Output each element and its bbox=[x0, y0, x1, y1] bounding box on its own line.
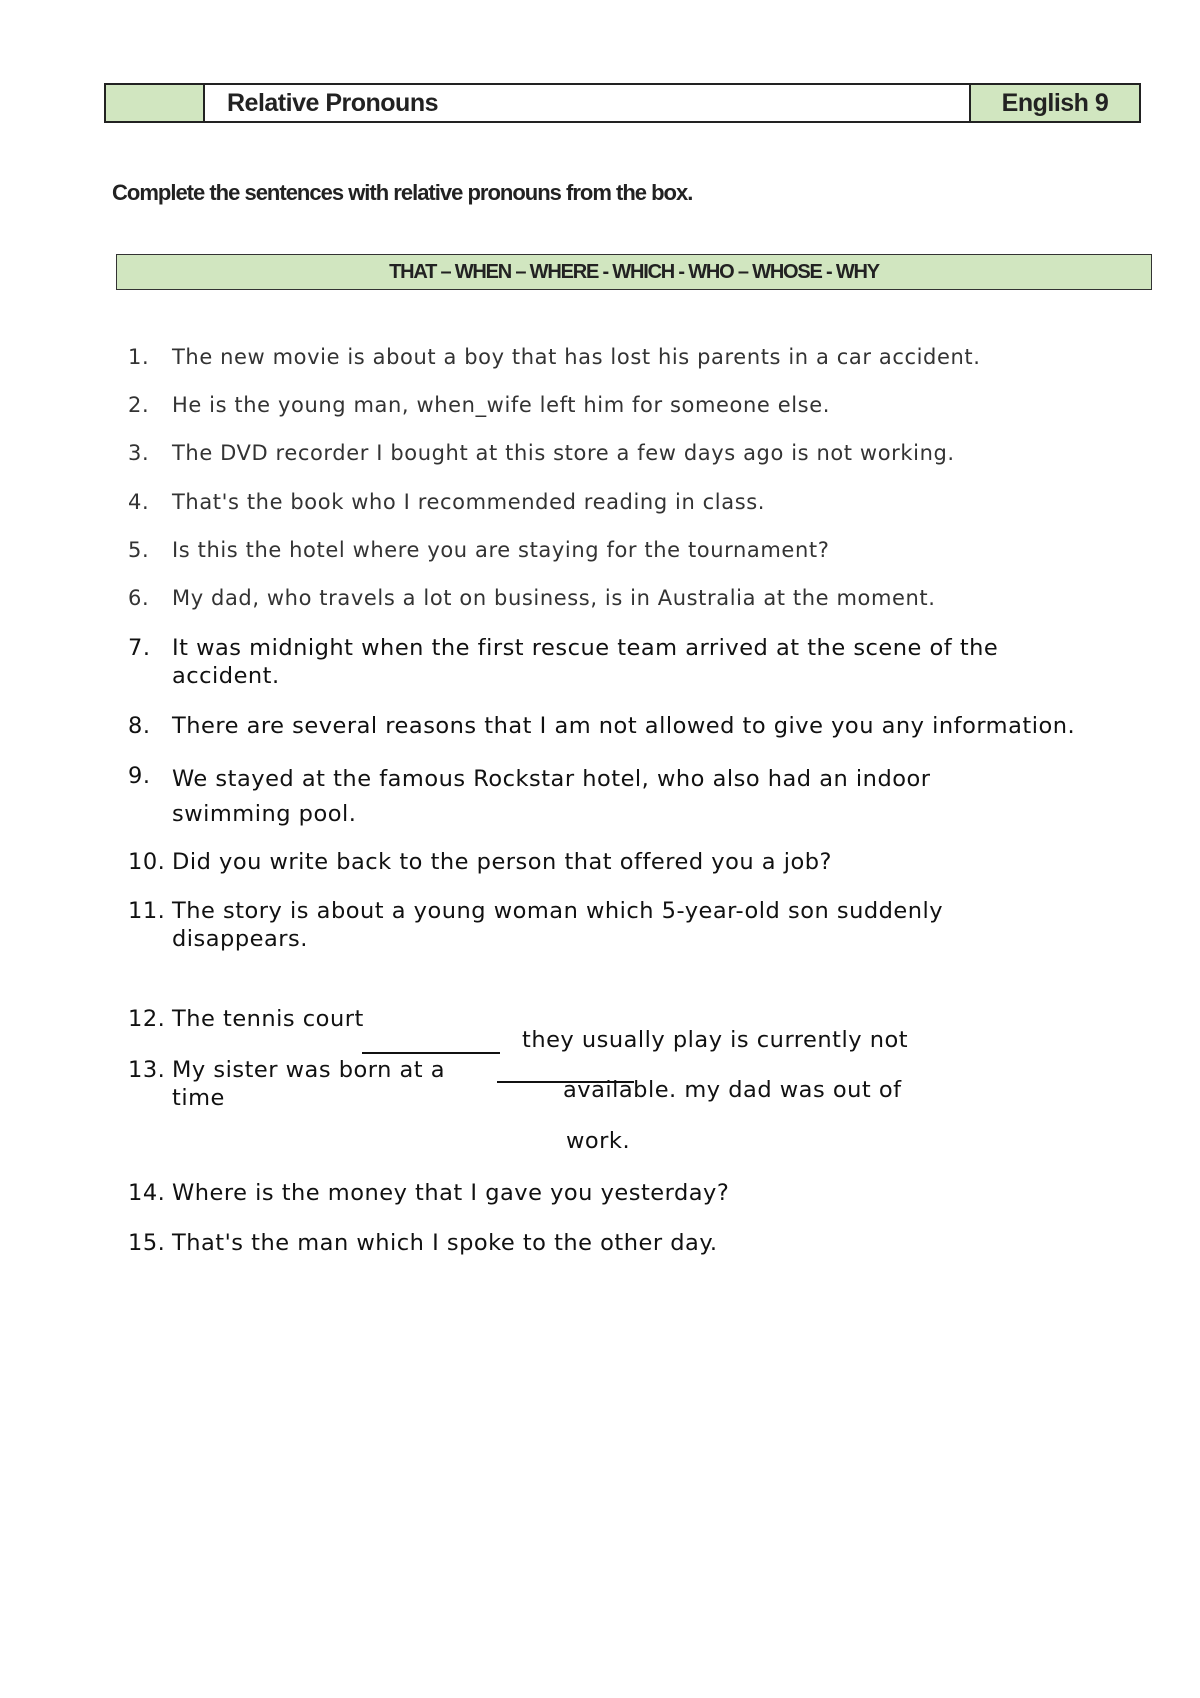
header-empty-cell bbox=[106, 85, 205, 121]
item-text: That's the man which I spoke to the other day. bbox=[172, 1230, 718, 1256]
instruction-text: Complete the sentences with relative pronouns from the box. bbox=[112, 180, 693, 205]
item-text: The DVD recorder I bought at this store a few days ago is not working. bbox=[172, 441, 955, 465]
item-number: 9. bbox=[128, 763, 151, 789]
list-item bbox=[128, 848, 832, 876]
item-number: 3. bbox=[128, 441, 150, 465]
list-item bbox=[128, 1056, 445, 1112]
word-box: THAT – WHEN – WHERE - WHICH - WHO – WHOSE - WHY bbox=[116, 254, 1152, 290]
answer-blank bbox=[362, 1052, 500, 1054]
item-text-line: disappears. bbox=[172, 926, 308, 952]
list-item bbox=[128, 343, 981, 371]
overflow-text-line: they usually play is currently not bbox=[522, 1027, 909, 1053]
item-number: 15. bbox=[128, 1230, 166, 1256]
item-text bbox=[172, 897, 943, 953]
item-number: 12. bbox=[128, 1006, 166, 1032]
item-text bbox=[172, 1056, 445, 1112]
item-text bbox=[172, 634, 998, 690]
item-text: That's the book who I recommended reading in class. bbox=[172, 490, 766, 514]
subject-label: English 9 bbox=[971, 85, 1139, 121]
list-item bbox=[128, 762, 931, 832]
item-number: 10. bbox=[128, 849, 166, 875]
list-item bbox=[128, 488, 765, 516]
overflow-text-line: available. my dad was out of bbox=[563, 1077, 902, 1103]
overflow-text-line: work. bbox=[566, 1128, 631, 1154]
list-item bbox=[128, 897, 943, 953]
item-text: The new movie is about a boy that has lost his parents in a car accident. bbox=[172, 345, 981, 369]
item-text: He is the young man, when_wife left him for someone else. bbox=[172, 393, 830, 417]
list-item bbox=[128, 584, 936, 612]
item-text: Is this the hotel where you are staying for the tournament? bbox=[172, 538, 830, 562]
list-item bbox=[128, 1005, 364, 1033]
item-number: 11. bbox=[128, 898, 166, 924]
item-text-line: We stayed at the famous Rockstar hotel, who also had an indoor bbox=[172, 766, 931, 792]
list-item bbox=[128, 1229, 718, 1257]
worksheet-title: Relative Pronouns bbox=[205, 85, 971, 121]
item-text: Did you write back to the person that offered you a job? bbox=[172, 849, 832, 875]
item-text: The tennis court bbox=[172, 1006, 364, 1032]
item-number: 7. bbox=[128, 635, 151, 661]
list-item bbox=[128, 1179, 729, 1207]
item-number: 2. bbox=[128, 393, 150, 417]
list-item bbox=[128, 536, 829, 564]
item-text bbox=[172, 762, 931, 832]
item-number: 5. bbox=[128, 538, 150, 562]
item-text: There are several reasons that I am not allowed to give you any information. bbox=[172, 713, 1076, 739]
item-number: 8. bbox=[128, 713, 151, 739]
item-text-line: My sister was born at a bbox=[172, 1057, 446, 1083]
header-table bbox=[104, 83, 1141, 123]
item-number: 1. bbox=[128, 345, 150, 369]
item-number: 6. bbox=[128, 586, 150, 610]
list-item bbox=[128, 439, 955, 467]
item-number: 4. bbox=[128, 490, 150, 514]
item-text-line: swimming pool. bbox=[172, 801, 357, 827]
item-text: Where is the money that I gave you yesterday? bbox=[172, 1180, 730, 1206]
list-item bbox=[128, 391, 830, 419]
list-item bbox=[128, 712, 1075, 740]
item-text: My dad, who travels a lot on business, is in Australia at the moment. bbox=[172, 586, 936, 610]
item-number: 13. bbox=[128, 1057, 166, 1083]
item-text-line: time bbox=[172, 1085, 225, 1111]
list-item bbox=[128, 634, 998, 690]
item-number: 14. bbox=[128, 1180, 166, 1206]
item-text-line: It was midnight when the first rescue team arrived at the scene of the bbox=[172, 635, 999, 661]
item-text-line: The story is about a young woman which 5-year-old son suddenly bbox=[172, 898, 944, 924]
item-text-line: accident. bbox=[172, 663, 280, 689]
